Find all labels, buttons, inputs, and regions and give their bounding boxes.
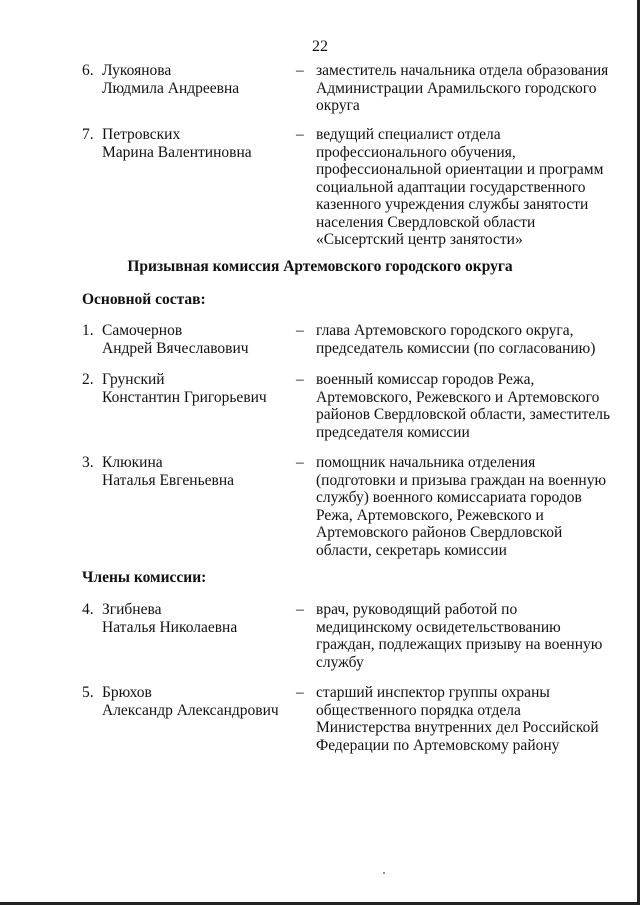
desc-line: глава Артемовского городского округа, xyxy=(316,322,574,339)
position-description xyxy=(316,454,616,559)
desc-line: заместитель начальника отдела образования xyxy=(316,62,609,79)
desc-line: области, секретарь комиссии xyxy=(316,541,507,559)
desc-line: председатель комиссии (по согласованию) xyxy=(316,339,596,357)
desc-line: (подготовки и призыва граждан на военную xyxy=(316,471,607,489)
person-name xyxy=(102,62,287,97)
desc-line: военный комиссар городов Режа, xyxy=(316,371,535,388)
desc-line: профессионального обучения, xyxy=(316,143,516,161)
person-name xyxy=(102,454,287,489)
desc-line: Министерства внутренних дел Российской xyxy=(316,719,599,736)
desc-line: Артемовского, Режевского и Артемовского xyxy=(316,388,600,406)
desc-line: профессиональной ориентации и программ xyxy=(316,161,604,178)
desc-line: Федерации по Артемовскому району xyxy=(316,736,560,754)
scan-speck xyxy=(383,872,385,874)
name-line: Згибнева xyxy=(102,601,162,618)
commission-title: Призывная комиссия Артемовского городского округа xyxy=(127,258,513,275)
dash-separator: – xyxy=(296,322,304,339)
item-number: 2. xyxy=(82,371,94,388)
dash-separator: – xyxy=(296,126,304,143)
desc-line: округа xyxy=(316,97,360,114)
desc-line: районов Свердловской области, заместитель xyxy=(316,406,611,423)
section-heading-main: Основной состав: xyxy=(82,291,206,308)
name-line: Андрей Вячеславович xyxy=(102,339,249,357)
item-number: 4. xyxy=(82,601,94,618)
desc-line: старший инспектор группы охраны xyxy=(316,684,550,701)
name-line: Наталья Николаевна xyxy=(102,618,238,636)
name-line: Людмила Андреевна xyxy=(102,79,240,97)
desc-line: службу) военного комиссариата городов xyxy=(316,489,582,506)
item-number: 3. xyxy=(82,454,94,471)
desc-line: населения Свердловской области xyxy=(316,213,536,231)
person-name xyxy=(102,126,287,161)
dash-separator: – xyxy=(296,454,304,471)
desc-line: социальной адаптации государственного xyxy=(316,178,586,196)
item-number: 6. xyxy=(82,62,94,79)
dash-separator: – xyxy=(296,601,304,618)
name-line: Марина Валентиновна xyxy=(102,143,252,161)
desc-line: ведущий специалист отдела xyxy=(316,126,501,143)
desc-line: Артемовского районов Свердловской xyxy=(316,524,563,541)
dash-separator: – xyxy=(296,371,304,388)
position-description xyxy=(316,684,616,754)
desc-line: службу xyxy=(316,653,364,671)
name-line: Наталья Евгеньевна xyxy=(102,471,235,489)
name-line: Самочернов xyxy=(102,322,183,339)
dash-separator: – xyxy=(296,62,304,79)
person-name xyxy=(102,371,287,406)
desc-line: граждан, подлежащих призыву на военную xyxy=(316,636,603,653)
name-line: Александр Александрович xyxy=(102,701,279,719)
name-line: Петровских xyxy=(102,126,181,143)
name-line: Лукоянова xyxy=(102,62,172,79)
desc-line: медицинскому освидетельствованию xyxy=(316,618,561,636)
position-description xyxy=(316,601,616,671)
position-description xyxy=(316,371,616,441)
item-number: 7. xyxy=(82,126,94,143)
desc-line: общественного порядка отдела xyxy=(316,701,521,719)
item-number: 1. xyxy=(82,322,94,339)
desc-line: Режа, Артемовского, Режевского и xyxy=(316,506,544,524)
desc-line: помощник начальника отделения xyxy=(316,454,536,471)
section-heading-members: Члены комиссии: xyxy=(82,569,207,586)
position-description xyxy=(316,62,616,115)
person-name xyxy=(102,601,287,636)
position-description xyxy=(316,126,616,249)
name-line: Грунский xyxy=(102,371,165,388)
name-line: Брюхов xyxy=(102,684,152,701)
person-name xyxy=(102,322,287,357)
name-line: Константин Григорьевич xyxy=(102,388,267,406)
desc-line: Администрации Арамильского городского xyxy=(316,79,597,97)
item-number: 5. xyxy=(82,684,94,701)
desc-line: «Сысертский центр занятости» xyxy=(316,231,523,248)
desc-line: врач, руководящий работой по xyxy=(316,601,518,618)
desc-line: казенного учреждения службы занятости xyxy=(316,196,589,213)
name-line: Клюкина xyxy=(102,454,163,471)
page-number: 22 xyxy=(312,38,328,55)
desc-line: председателя комиссии xyxy=(316,423,470,441)
position-description xyxy=(316,322,616,357)
dash-separator: – xyxy=(296,684,304,701)
person-name xyxy=(102,684,287,719)
